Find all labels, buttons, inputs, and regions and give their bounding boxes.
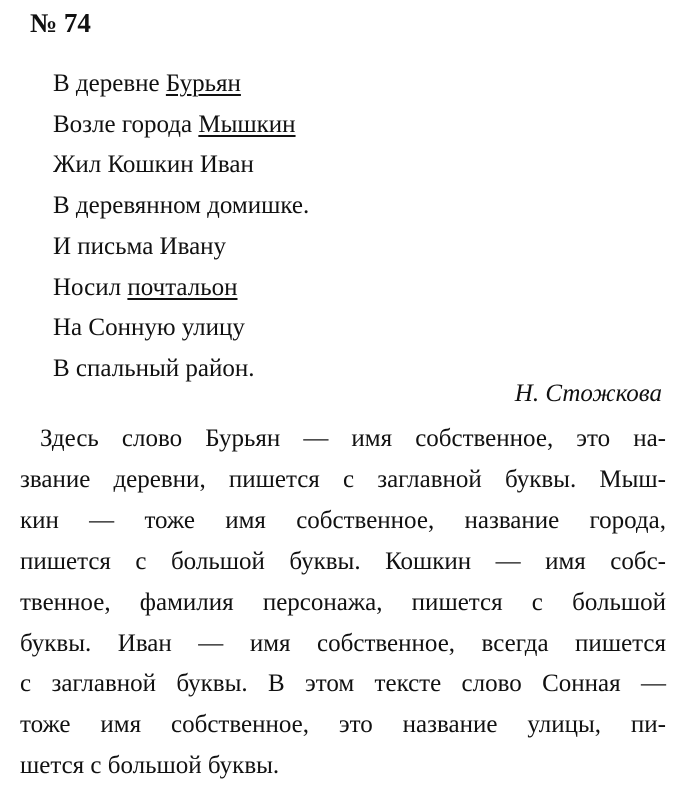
poem-line <box>53 227 613 268</box>
poem-line-text: В спальный район. <box>53 354 255 382</box>
paragraph-line: пишется с большой буквы. Кошкин — имя собс- <box>20 547 666 575</box>
paragraph-line: кин — тоже имя собственное, название города, <box>20 506 666 534</box>
poem-line-text: На Сонную улицу <box>53 314 245 342</box>
poem-line <box>53 145 613 186</box>
poem-line-text: В деревне <box>53 70 166 97</box>
poem-line-text: Носил <box>53 273 128 301</box>
poem-line-text: В деревянном домишке. <box>53 192 310 220</box>
explanation-paragraph <box>20 419 666 787</box>
paragraph-line: твенное, фамилия персонажа, пишется с большой <box>20 588 666 616</box>
underlined-word: почтальон <box>127 273 238 301</box>
paragraph-line: тоже имя собственное, это название улицы, пи- <box>20 711 666 739</box>
paragraph-line: буквы. Иван — имя собственное, всегда пишется <box>20 629 666 657</box>
poem-line <box>53 308 613 349</box>
poem-line-text: И письма Ивану <box>53 232 227 260</box>
paragraph-line: звание деревни, пишется с заглавной буквы. Мыш- <box>20 465 666 493</box>
underlined-word: Бурьян <box>165 70 241 97</box>
poem-line <box>53 268 613 309</box>
paragraph-line: с заглавной буквы. В этом тексте слово Сонная — <box>20 670 666 698</box>
poem <box>53 64 613 390</box>
task-number: № 74 <box>30 8 91 38</box>
paragraph-line: Здесь слово Бурьян — имя собственное, это на- <box>40 425 666 452</box>
poem-line <box>53 105 613 146</box>
poem-line-text: Жил Кошкин Иван <box>53 151 254 179</box>
poem-line <box>53 64 613 105</box>
poem-line-text: Возле города <box>53 110 199 138</box>
paragraph-line: шется с большой буквы. <box>20 752 280 780</box>
poem-line <box>53 186 613 227</box>
underlined-word: Мышкин <box>198 110 296 138</box>
poem-author: Н. Стожкова <box>514 380 662 407</box>
